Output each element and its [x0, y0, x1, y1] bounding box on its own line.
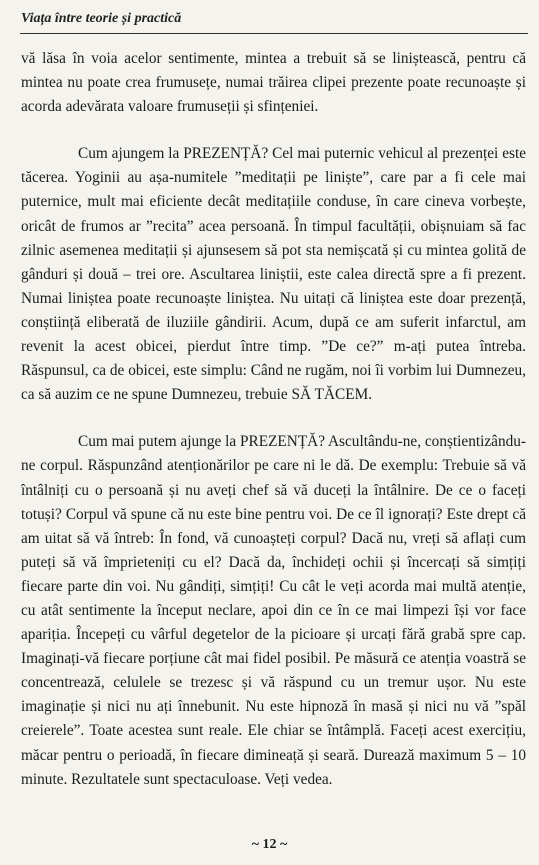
- paragraph-1: vă lăsa în voia acelor sentimente, mintea a trebuit să se liniștească, pentru că mintea nu poate crea frumusețe, numai trăirea clipei prezente poate recunoaște și acorda adevărata valoare frumuseții și sfințeniei.: [21, 50, 526, 116]
- page-body: [21, 47, 526, 792]
- paragraph-2: Cum ajungem la PREZENȚĂ? Cel mai puternic vehicul al prezenței este tăcerea. Yoginii au așa-numitele ”meditații pe liniște”, care par a fi cele mai puternice, mult mai eficiente decât meditațiile conduse, în care cineva vorbește, oricât de frumos ar ”recita” acea persoană. În timpul facultății, obișnuiam să fac zilnic asemenea meditații și ajunsesem să pot sta nemișcată și cu mintea golită de gânduri și două – trei ore. Ascultarea liniștii, este calea directă spre a fi prezent. Numai liniștea poate recunoaște liniștea. Nu uitați că liniștea este doar prezență, conștiință eliberată de iluziile gândirii. Acum, după ce am suferit infarctul, am revenit la acest obicei, pierdut între timp. ”De ce?” m-ați putea întreba. Răspunsul, ca de obicei, este simplu: Când ne rugăm, noi îi vorbim lui Dumnezeu, ca să auzim ce ne spune Dumnezeu, trebuie SĂ TĂCEM.: [21, 145, 526, 404]
- header-rule: [20, 33, 528, 34]
- running-header: Viața între teorie și practică: [21, 11, 182, 26]
- paragraph-3: Cum mai putem ajunge la PREZENȚĂ? Ascultându-ne, conștientizându-ne corpul. Răspunzând atenționărilor pe care ni le dă. De exemplu: Trebuie să vă întâlniți cu o persoană și nu aveți chef să vă duceți la întâlnire. De ce o faceți totuși? Corpul vă spune că nu este bine pentru voi. De ce îl ignorați? Este drept că am uitat să vă întreb: În fond, vă cunoașteți corpul? Dacă nu, vreți să aflați cum puteți să vă împrieteniți cu el? Dacă da, închideți ochii și încercați să simțiți fiecare parte din voi. Nu gândiți, simțiți! Cu cât le veți acorda mai multă atenție, cu atât sentimente la început neclare, apoi din ce în ce mai limpezi își vor face apariția. Începeți cu vârful degetelor de la picioare și urcați fără grabă spre cap. Imaginați-vă fiecare porțiune cât mai fidel posibil. Pe măsură ce atenția voastră se concentrează, celulele se trezesc și vă răspund cu un tremur ușor. Nu este imaginație și nici nu ați înnebunit. Nu este hipnoză în masă și nici nu vă ”spăl creierele”. Toate acestea sunt reale. Ele chiar se întâmplă. Faceți acest exercițiu, măcar pentru o perioadă, în fiecare dimineață și seară. Durează maximum 5 – 10 minute. Rezultatele sunt spectaculoase. Veți vedea.: [21, 433, 526, 788]
- page-number: ~ 12 ~: [251, 837, 288, 852]
